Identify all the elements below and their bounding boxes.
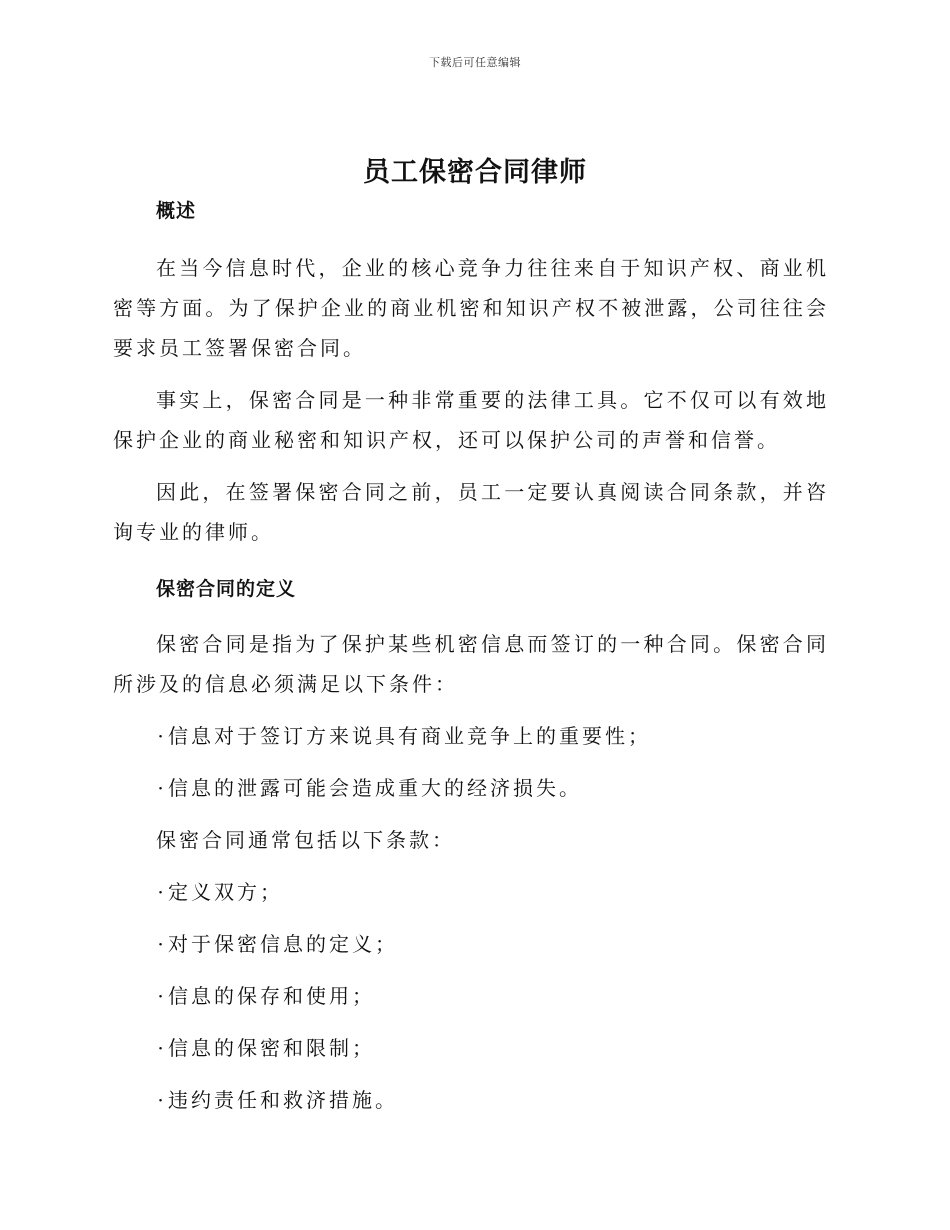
paragraph-overview-2: 事实上，保密合同是一种非常重要的法律工具。它不仅可以有效地保护企业的商业秘密和知识产权，还可以保护公司的声誉和信誉。	[113, 388, 829, 452]
list-item-clause-1	[113, 872, 829, 912]
list-item-condition-1	[113, 716, 829, 756]
list-item-clause-3	[113, 976, 829, 1016]
header-note: 下载后可任意编辑	[429, 56, 521, 69]
paragraph-overview-1: 在当今信息时代，企业的核心竞争力往往来自于知识产权、商业机密等方面。为了保护企业的商业机密和知识产权不被泄露，公司往往会要求员工签署保密合同。	[113, 256, 829, 360]
section-heading-definition: 保密合同的定义	[156, 578, 297, 600]
list-item-text: 定义双方；	[168, 880, 283, 904]
list-item-clause-4	[113, 1028, 829, 1068]
bullet-icon: ·	[157, 724, 167, 748]
list-item-clause-2	[113, 924, 829, 964]
paragraph-clauses-intro: 保密合同通常包括以下条款：	[156, 828, 455, 852]
bullet-icon: ·	[157, 932, 167, 956]
bullet-icon: ·	[157, 1036, 167, 1060]
bullet-icon: ·	[157, 1088, 167, 1112]
section-heading-overview: 概述	[156, 200, 197, 222]
list-item-clause-5	[113, 1080, 829, 1120]
document-title: 员工保密合同律师	[363, 157, 587, 188]
list-item-text: 对于保密信息的定义；	[168, 932, 398, 956]
list-item-text: 信息的保密和限制；	[168, 1036, 375, 1060]
list-item-text: 违约责任和救济措施。	[168, 1088, 398, 1112]
document-body	[113, 196, 829, 1132]
bullet-icon: ·	[157, 984, 167, 1008]
paragraph-definition-intro: 保密合同是指为了保护某些机密信息而签订的一种合同。保密合同所涉及的信息必须满足以下条件：	[113, 632, 829, 696]
list-item-condition-2	[113, 768, 829, 808]
bullet-icon: ·	[157, 776, 167, 800]
paragraph-overview-3: 因此，在签署保密合同之前，员工一定要认真阅读合同条款，并咨询专业的律师。	[113, 480, 829, 544]
list-item-text: 信息的保存和使用；	[168, 984, 375, 1008]
list-item-text: 信息的泄露可能会造成重大的经济损失。	[168, 776, 582, 800]
list-item-text: 信息对于签订方来说具有商业竞争上的重要性；	[168, 724, 651, 748]
bullet-icon: ·	[157, 880, 167, 904]
